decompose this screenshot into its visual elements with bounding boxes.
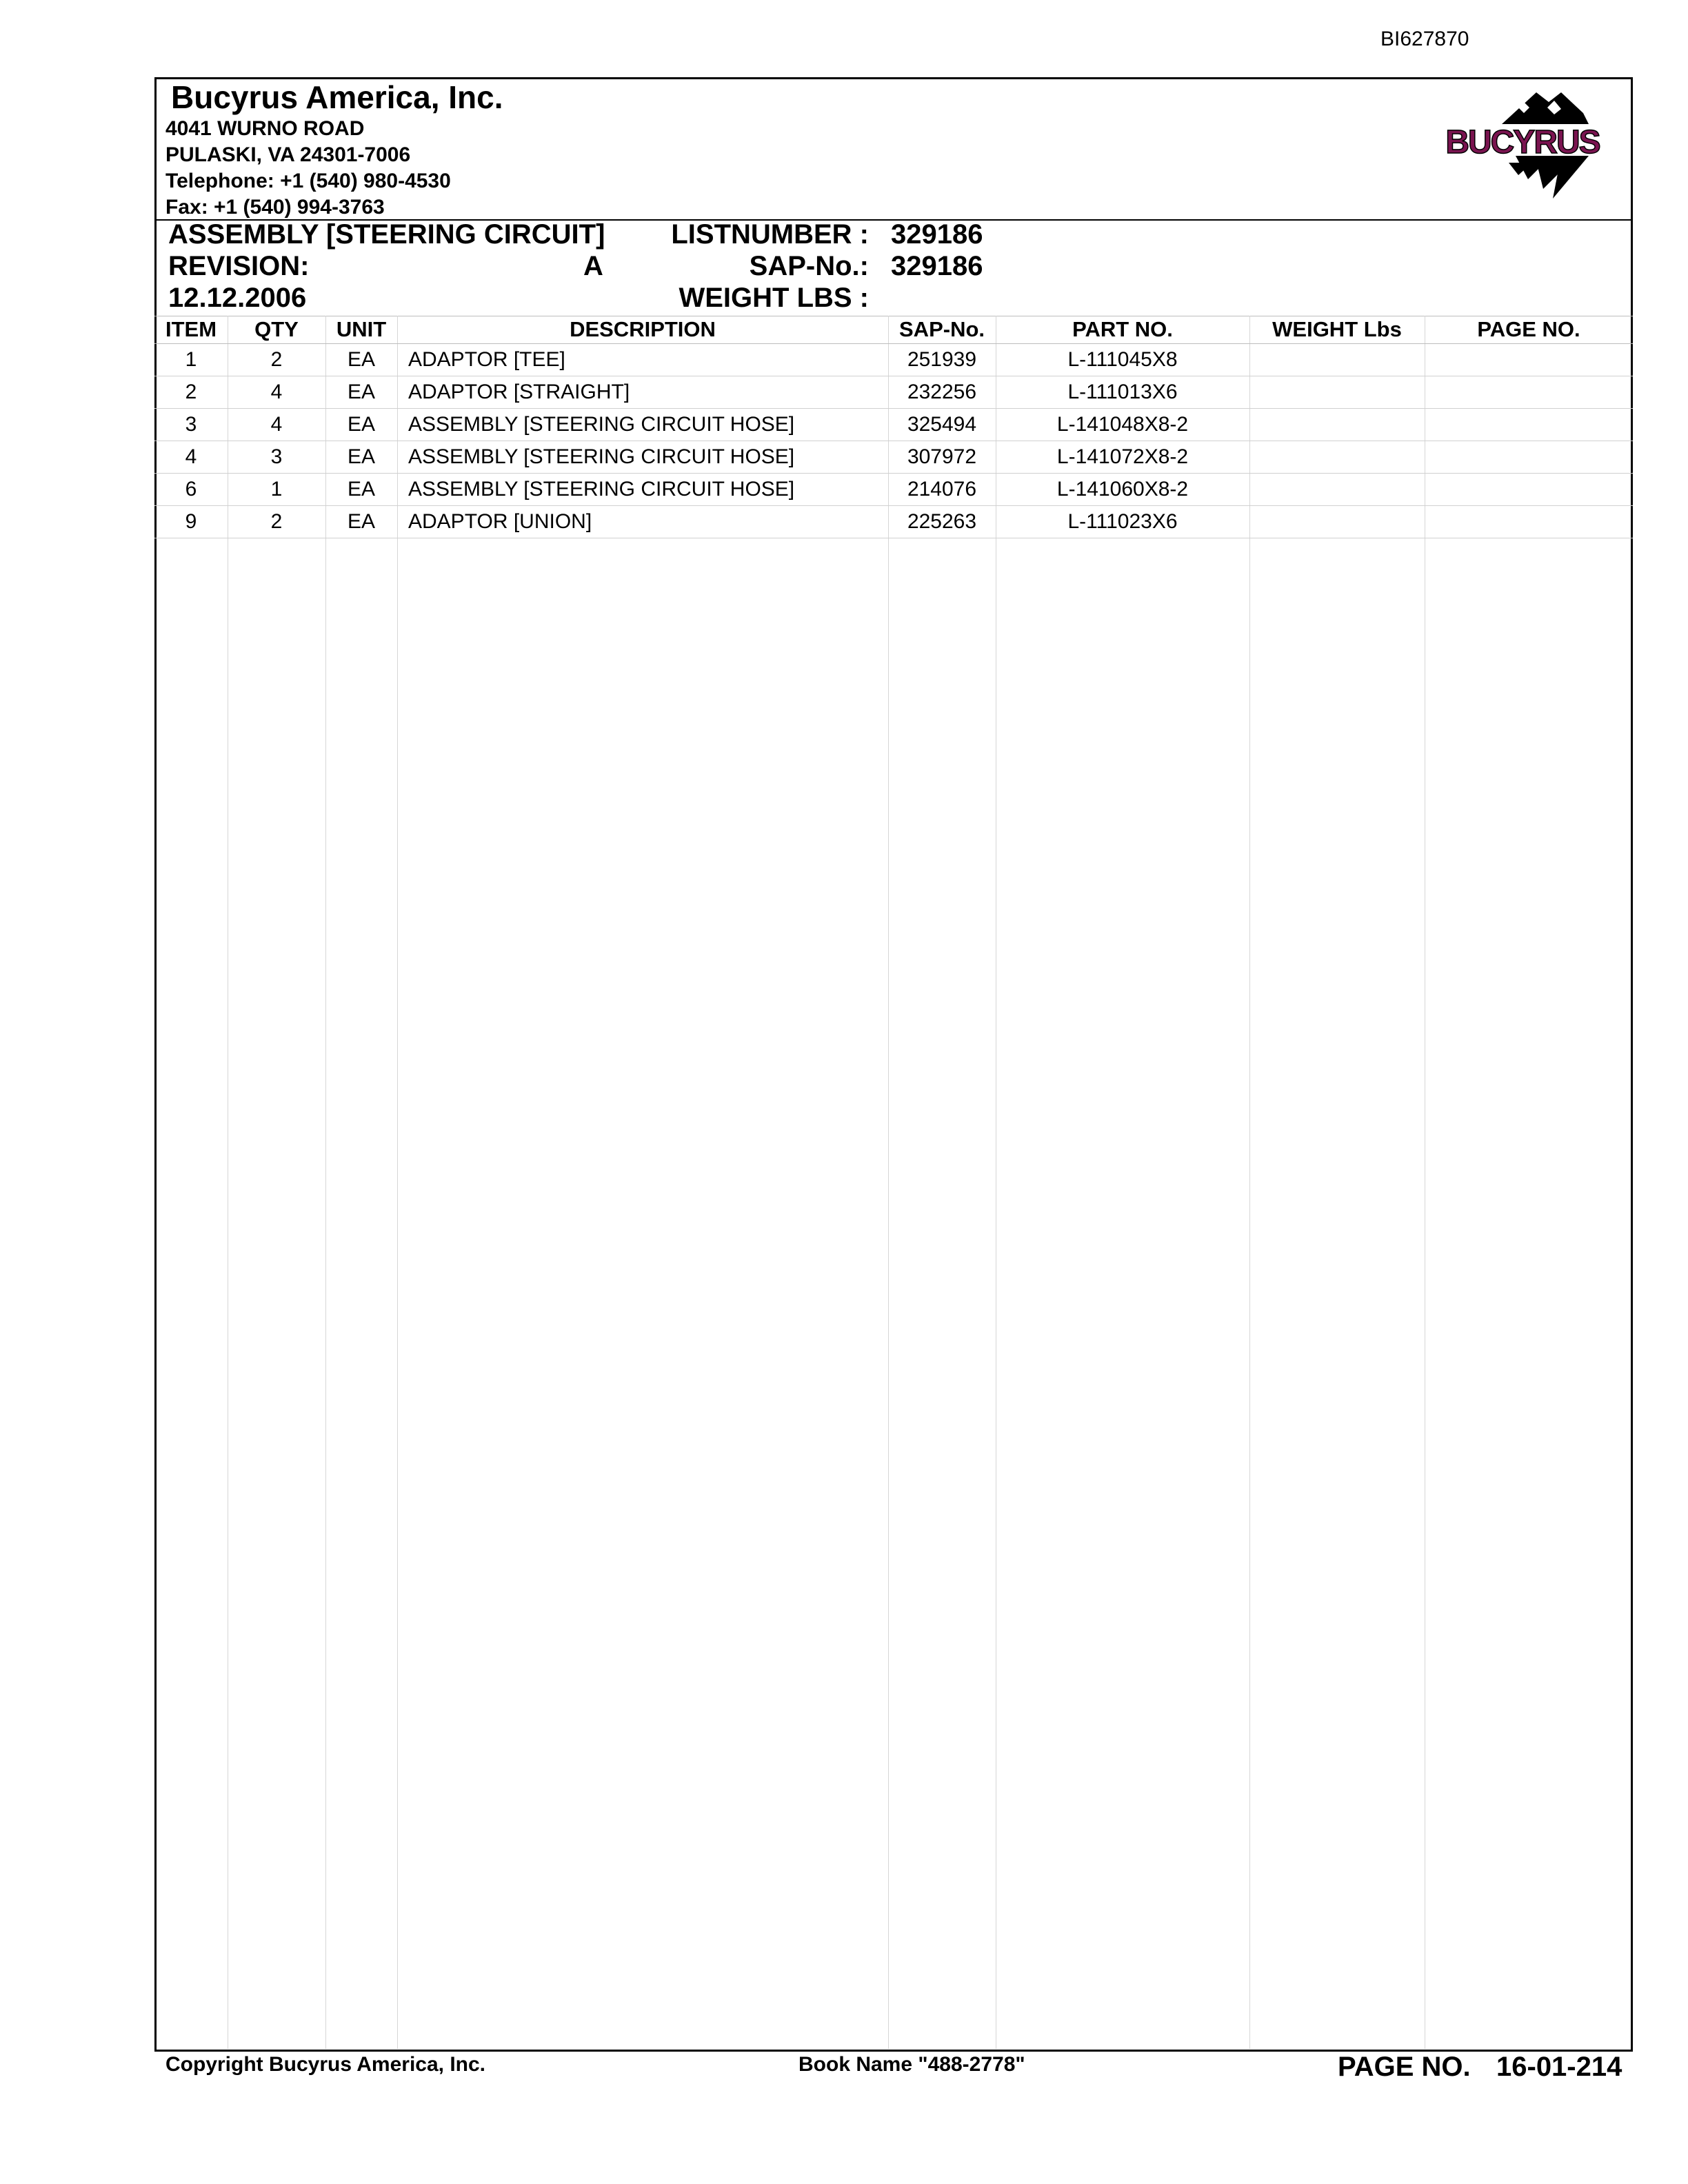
bucyrus-logo [1426, 88, 1619, 212]
cell-unit: EA [347, 510, 376, 533]
cell-unit: EA [347, 478, 376, 501]
cell-item: 3 [185, 413, 197, 436]
cell-description: ASSEMBLY [STEERING CIRCUIT HOSE] [408, 413, 795, 436]
cell-page-no [1425, 474, 1633, 505]
cell-item: 6 [185, 478, 197, 501]
cell-part-no: L-111023X6 [1067, 510, 1178, 533]
cell-sap-no: 307972 [907, 445, 977, 468]
company-address-line2: PULASKI, VA 24301-7006 [165, 143, 411, 166]
table-row [154, 441, 1633, 474]
cell-sap-no: 214076 [907, 478, 977, 501]
document-date: 12.12.2006 [168, 283, 307, 313]
logo-wordmark: BUCYRUS [1445, 124, 1600, 161]
cell-unit: EA [347, 348, 376, 371]
weight-label: WEIGHT LBS : [679, 283, 869, 313]
assembly-title: ASSEMBLY [STEERING CIRCUIT] [168, 219, 605, 250]
column-divider [397, 316, 398, 2049]
cell-unit: EA [347, 413, 376, 436]
cell-description: ADAPTOR [TEE] [408, 348, 565, 371]
column-divider [1249, 316, 1250, 2049]
cell-qty: 2 [270, 348, 283, 371]
cell-item: 4 [185, 445, 197, 468]
cell-unit: EA [347, 445, 376, 468]
cell-part-no: L-111013X6 [1067, 381, 1178, 403]
table-row [154, 344, 1633, 376]
header-weight: WEIGHT Lbs [1272, 317, 1402, 341]
table-row [154, 409, 1633, 441]
header-sap-no: SAP-No. [899, 317, 985, 341]
cell-weight [1249, 441, 1425, 473]
table-row [154, 376, 1633, 409]
cell-description: ASSEMBLY [STEERING CIRCUIT HOSE] [408, 478, 795, 501]
revision-value: A [583, 251, 603, 281]
listnumber-value: 329186 [891, 219, 983, 250]
header-description: DESCRIPTION [570, 317, 716, 341]
cell-item: 9 [185, 510, 197, 533]
book-name: Book Name "488-2778" [798, 2053, 1025, 2076]
page-number-label: PAGE NO. [1338, 2052, 1471, 2082]
cell-item: 1 [185, 348, 197, 371]
cell-part-no: L-141072X8-2 [1056, 445, 1189, 468]
sap-number-value: 329186 [891, 251, 983, 281]
cell-part-no: L-141060X8-2 [1056, 478, 1189, 501]
cell-weight [1249, 376, 1425, 408]
cell-part-no: L-141048X8-2 [1056, 413, 1189, 436]
cell-unit: EA [347, 381, 376, 403]
revision-label: REVISION: [168, 251, 310, 281]
table-row [154, 506, 1633, 538]
column-divider [325, 316, 326, 2049]
header-page-no: PAGE NO. [1477, 317, 1580, 341]
table-header [154, 316, 1633, 343]
cell-description: ADAPTOR [UNION] [408, 510, 592, 533]
cell-page-no [1425, 409, 1633, 441]
company-address-line1: 4041 WURNO ROAD [165, 117, 365, 140]
table-row [154, 474, 1633, 506]
cell-sap-no: 325494 [907, 413, 977, 436]
cell-sap-no: 232256 [907, 381, 977, 403]
cell-weight [1249, 409, 1425, 441]
cell-item: 2 [185, 381, 197, 403]
cell-qty: 2 [270, 510, 283, 533]
cell-qty: 3 [270, 445, 283, 468]
header-item: ITEM [165, 317, 217, 341]
listnumber-label: LISTNUMBER : [671, 219, 869, 250]
sap-number-label: SAP-No.: [749, 251, 869, 281]
page-number-value: 16-01-214 [1496, 2052, 1622, 2082]
cell-sap-no: 225263 [907, 510, 977, 533]
column-divider [888, 316, 889, 2049]
cell-description: ADAPTOR [STRAIGHT] [408, 381, 630, 403]
cell-page-no [1425, 376, 1633, 408]
cell-description: ASSEMBLY [STEERING CIRCUIT HOSE] [408, 445, 795, 468]
cell-weight [1249, 506, 1425, 538]
cell-page-no [1425, 506, 1633, 538]
header-part-no: PART NO. [1072, 317, 1173, 341]
header-unit: UNIT [336, 317, 387, 341]
cell-qty: 1 [270, 478, 283, 501]
cell-weight [1249, 344, 1425, 376]
cell-sap-no: 251939 [907, 348, 977, 371]
cell-page-no [1425, 344, 1633, 376]
company-name: Bucyrus America, Inc. [171, 79, 503, 115]
cell-page-no [1425, 441, 1633, 473]
cell-qty: 4 [270, 413, 283, 436]
document-id: BI627870 [1380, 28, 1469, 50]
cell-weight [1249, 474, 1425, 505]
company-telephone: Telephone: +1 (540) 980-4530 [165, 170, 451, 192]
cell-part-no: L-111045X8 [1067, 348, 1178, 371]
company-fax: Fax: +1 (540) 994-3763 [165, 196, 385, 219]
cell-qty: 4 [270, 381, 283, 403]
copyright-notice: Copyright Bucyrus America, Inc. [165, 2053, 486, 2076]
header-qty: QTY [254, 317, 299, 341]
